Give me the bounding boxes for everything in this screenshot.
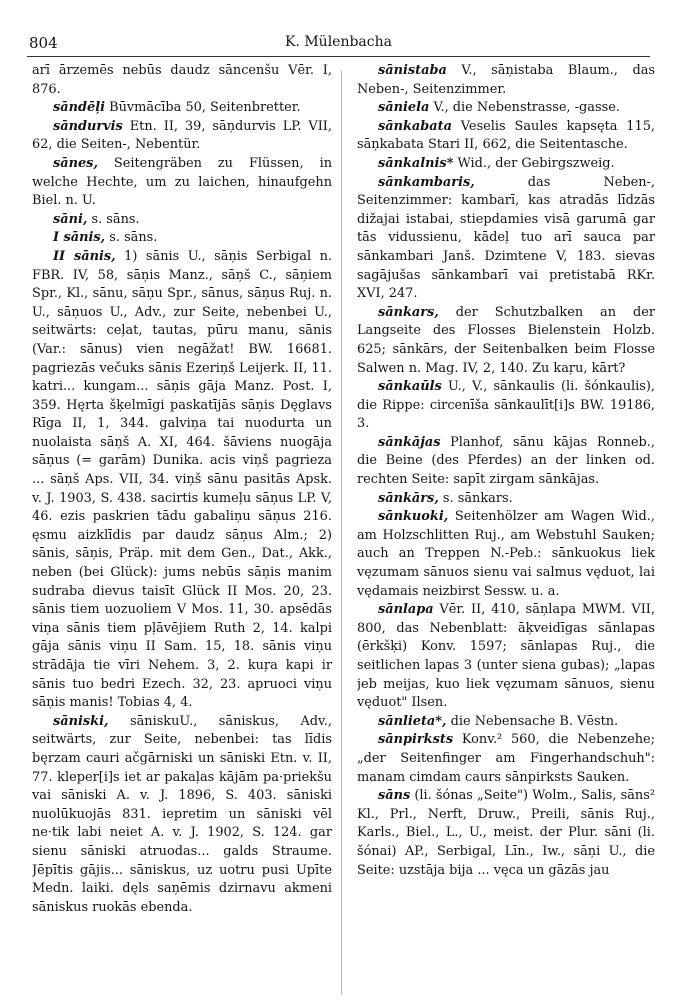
entry-text: Konv.² 560, die Nebenzehe; „der Seitenfinger am Fingerhandschuh": manam cimdam caurs sānpirksts Sauken. — [357, 732, 655, 785]
entry-headword: sānkājas — [378, 434, 441, 450]
entry-text: Seitengräben zu Flüssen, in welche Hechte, um zu laichen, hinaufgehn Biel. n. U. — [32, 155, 332, 209]
entry-headword: sāniski, — [53, 713, 109, 729]
entry-headword: sānkārs, — [378, 490, 439, 506]
entry-headword: sāndēļi — [53, 100, 105, 116]
entry-headword: sāns — [378, 788, 411, 804]
left-column — [32, 62, 332, 998]
entry-headword: sānpirksts — [378, 732, 454, 748]
entry-text: sāniskuU., sāniskus, Adv., seitwärts, zur Seite, nebenbei: tas līdis bęrzam cauri ačgārniski un sāniski Etn. v. II, 77. kleper[i]s iet ar pakaļas kājām pa·priekšu vai sāniski A. v. J. 1896, S. 403. sāniski nuolūkuojās 831. iepretim un sāniski vēl ne·tik labi neiet A. v. J. 1902, S. 124. gar sienu sāniski atruodas... galds Straume. Jēpītis gājis... sāniskus, uz uotru pusi Upīte Medn. laiki. dęls saņēmis dzirnavu akmeni sāniskus ruokās ebenda. — [32, 713, 332, 915]
entry-headword: sānkabata — [378, 118, 452, 134]
dictionary-entry — [32, 99, 332, 118]
dictionary-entry — [357, 490, 655, 509]
page-header — [27, 34, 650, 57]
dictionary-entry — [357, 304, 655, 378]
entry-headword: sāniela — [378, 100, 430, 116]
dictionary-entry — [357, 378, 655, 434]
dictionary-entry — [357, 62, 655, 99]
dictionary-entry — [357, 601, 655, 713]
dictionary-entry — [32, 155, 332, 211]
entry-text: Etn. II, 39, sāņdurvis LP. VII, 62, die Seiten-, Nebentür. — [32, 118, 332, 153]
entry-text: Vēr. II, 410, sāņlapa MWM. VII, 800, das Nebenblatt: āķveidīgas sānlapas (ērkšķi) Konv. 1597; sānlapas Ruj., die seitlichen lapas 3 (unter siena gubas); „lapas jeb meijas, kuo liek vęzumam sānuos, sienu vęduot" Ilsen. — [357, 602, 655, 711]
entry-text: V., die Nebenstrasse, -gasse. — [429, 100, 620, 116]
entry-text: U., V., sānkaulis (li. šónkaulis), die Rippe: circenīša sānkaulīt[i]s BW. 19186, 3. — [357, 379, 655, 432]
dictionary-entry — [32, 248, 332, 713]
entry-text: s. sāns. — [105, 230, 158, 246]
entry-headword: sānlieta*, — [378, 713, 447, 729]
entry-text: s. sānkars. — [438, 490, 513, 506]
entry-text: Planhof, sānu kājas Ronneb., die Beine (des Pferdes) an der linken od. rechten Seite: sapīt zirgam sānkājas. — [357, 434, 655, 488]
entry-text: V., sāņistaba Blaum., das Neben-, Seitenzimmer. — [357, 63, 655, 97]
entry-headword: sānistaba — [378, 63, 447, 78]
entry-headword: sānkuoki, — [378, 509, 449, 525]
dictionary-entry — [357, 174, 655, 304]
dictionary-entry — [357, 99, 655, 118]
dictionary-entry — [32, 229, 332, 248]
entry-text: s. sāns. — [87, 211, 140, 227]
entry-headword: sānkaūls — [378, 379, 442, 395]
dictionary-entry — [357, 155, 655, 174]
entry-text: die Nebensache B. Vēstn. — [446, 713, 619, 729]
dictionary-entry — [32, 118, 332, 155]
page-number: 804 — [29, 34, 58, 52]
entry-headword: sānkars, — [378, 304, 439, 320]
entry-text: arī ārzemēs nebūs daudz sāncenšu Vēr. I, 876. — [32, 63, 332, 97]
entry-headword: sāni, — [53, 211, 88, 227]
dictionary-entry — [357, 434, 655, 490]
right-column — [357, 62, 655, 998]
column-divider — [341, 70, 342, 995]
entry-headword: sānkambaris, — [378, 174, 475, 190]
dictionary-entry — [357, 731, 655, 787]
dictionary-entry — [357, 713, 655, 732]
dictionary-entry — [357, 508, 655, 601]
dictionary-entry — [32, 62, 332, 99]
dictionary-entry — [32, 713, 332, 918]
entry-headword: sānlapa — [378, 602, 434, 618]
entry-text: 1) sānis U., sāņis Serbigal n. FBR. IV, 58, sāņis Manz., sāņš C., sāņiem Spr., Kl., sānu, sāņu Spr., sānus, sāņus Ruj. n. U., sāņuos U., Adv., zur Seite, nebenbei U., seitwärts: ceļat, tautas, pūru manu, sānis (Var.: sānus) vien negāžat! BW. 16681. pagriezās večuks sānis Ezeriņš Leijerk. II, 11. katri... kungam... sāņis gāja Manz. Post. I, 359. Hęrta šķelmīgi paskatījās sāņis Dęglavs Rīga II, 1, 344. galviņa tai nuodurta un nuolaista sāņš A. XI, 464. šāviens nuogāja sāņus (= garām) Dunika. acis viņš pagrieza ... sāņš Aps. VII, 34. viņš sānu pasitās Apsk. v. J. 1903, S. 438. sacirtis kumeļu sāņus LP. V, 46. ezis paskrien tādu gabaliņu sāņus 216. ęsmu aizklīdis par daudz sāņus Alm.; 2) sānis, sāņis, Präp. mit dem Gen., Dat., Akk., neben (bei Glück): jums nebūs sāņis manim sudraba dievus taisīt Glück II Mos. 20, 23. sānis tiem uozuoliem V Mos. 11, 30. apsēdās viņa sānis tiem pļāvējiem Ruth 2, 14. kalpi gāja sānis viņu II Sam. 15, 18. sānis viņu strādāja tie vīri Nehem. 3, 2. kuŗa kapi ir sānis tuo bedri Ezech. 32, 23. apruoci viņu sāņis manis! Tobias 4, 4. — [32, 248, 332, 711]
entry-headword: sānes, — [53, 155, 98, 171]
entry-headword: sāndurvis — [53, 118, 123, 134]
entry-text: Būvmācība 50, Seitenbretter. — [105, 100, 301, 116]
entry-headword: sānkalnis* — [378, 155, 454, 171]
entry-headword: I sānis, — [53, 230, 106, 246]
dictionary-entry — [32, 211, 332, 230]
entry-text: (li. šónas „Seite") Wolm., Salis, sāns² Kl., Prl., Nerft, Druw., Preili, sānis Ruj., Karls., Biel., L., U., meist. der Plur. sāni (li. šónai) AP., Serbigal, Līn., Iw., sāņi U., die Seite: uzstāja bija ... vęca un gāzās jau — [357, 788, 655, 878]
entry-headword: II sānis, — [53, 248, 116, 264]
entry-text: Seitenhölzer am Wagen Wid., am Holzschlitten Ruj., am Webstuhl Sauken; auch an Treppen N.-Peb.: sānkuokus liek vęzumam sānuos sienu vai salmus vęduot, lai vędamais neizbirst Sessw. u. a. — [357, 509, 655, 599]
dictionary-entry — [357, 118, 655, 155]
entry-text: das Neben-, Seitenzimmer: kambarī, kas atradās līdzās dižajai istabai, stiepdamies visā garumā gar tās vidussienu, kādeļ tuo arī sauca par sānkambari Janš. Dzimtene V, 183. sievas sagājušas sānkambarī vai pretistabā RKr. XVI, 247. — [357, 174, 655, 302]
entry-text: der Schutzbalken an der Langseite des Flosses Bielenstein Holzb. 625; sānkārs, der Seitenbalken beim Flosse Salwen n. Mag. IV, 2, 140. Zu kaŗu, kārt? — [357, 304, 655, 376]
running-head: K. Mülenbacha — [284, 34, 392, 50]
entry-text: Veselis Saules kapsęta 115, sāņkabata Stari II, 662, die Seitentasche. — [357, 118, 655, 153]
entry-text: Wid., der Gebirgszweig. — [453, 155, 615, 171]
dictionary-entry — [357, 787, 655, 880]
